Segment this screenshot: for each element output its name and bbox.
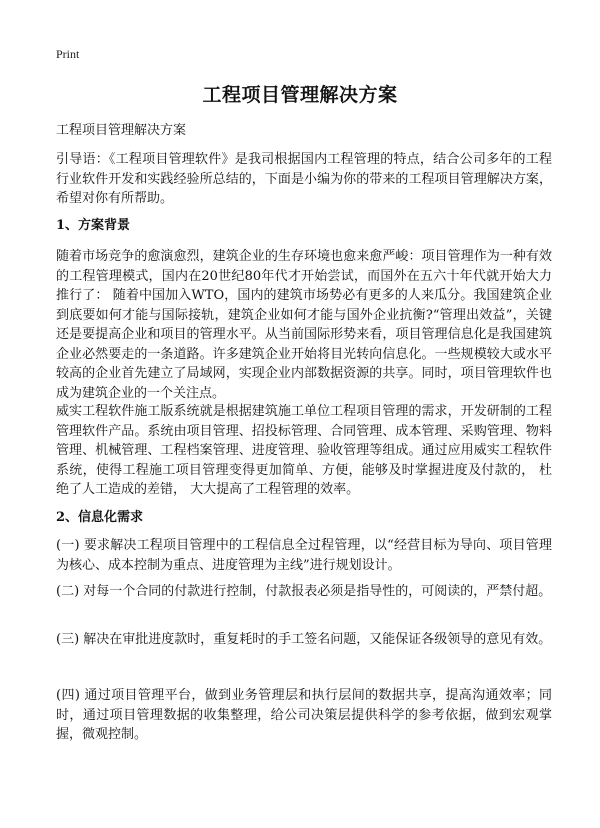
document-subtitle: 工程项目管理解决方案 (56, 123, 187, 138)
section-heading-background: 1、方案背景 (56, 218, 131, 233)
requirement-item-4: (四) 通过项目管理平台，做到业务管理层和执行层间的数据共享，提高沟通效率；同时，通过项目管理数据的收集整理，给公司决策层提供科学的参考依据，做到宏观掌握，微观控制。 (56, 688, 552, 742)
requirement-item-1: (一) 要求解决工程项目管理中的工程信息全过程管理，以“经营目标为导向、项目管理为核心、成本控制为重点、进度管理为主线”进行规划设计。 (56, 538, 552, 573)
background-paragraph-1: 随着市场竞争的愈演愈烈，建筑企业的生存环境也愈来愈严峻：项目管理作为一种有效的工程管理模式，国内在20世纪80年代才开始尝试，而国外在五六十年代就开始大力推行了： 随着中国加入WTO，国内的建筑市场势必有更多的人来瓜分。我国建筑企业到底要如何才能与国际接轨，建筑企业如何才能与国外企业抗衡?“管理出效益”，关键还是要提高企业和项目的管理水平。从当前国际形势来看，项目管理信息化是我国建筑企业必然要走的一条道路。许多建筑企业开始将目光转向信息化。一些规模较大或水平较高的企业首先建立了局域网，实现企业内部数据资源的共享。同时，项目管理软件也成为建筑企业的一个关注点。 (56, 249, 552, 401)
page-title: 工程项目管理解决方案 (202, 84, 398, 106)
section-heading-requirements: 2、信息化需求 (56, 510, 144, 525)
print-link[interactable]: Print (56, 47, 80, 61)
intro-paragraph: 引导语：《工程项目管理软件》是我司根据国内工程管理的特点，结合公司多年的工程行业软件开发和实践经验所总结的，下面是小编为你的带来的工程项目管理解决方案，希望对你有所帮助。 (56, 152, 552, 206)
background-paragraph-2: 威实工程软件施工版系统就是根据建筑施工单位工程项目管理的需求，开发研制的工程管理软件产品。系统由项目管理、招投标管理、合同管理、成本管理、采购管理、物料管理、机械管理、工程档案管理、进度管理、验收管理等组成。通过应用威实工程软件系统，使得工程施工项目管理变得更加简单、方便，能够及时掌握进度及付款的， 杜绝了人工造成的差错， 大大提高了工程管理的效率。 (56, 404, 552, 497)
requirement-item-3: (三) 解决在审批进度款时，重复耗时的手工签名问题，又能保证各级领导的意见有效。 (56, 632, 552, 647)
requirement-item-2: (二) 对每一个合同的付款进行控制，付款报表必须是指导性的，可阅读的，严禁付超。 (56, 584, 552, 599)
